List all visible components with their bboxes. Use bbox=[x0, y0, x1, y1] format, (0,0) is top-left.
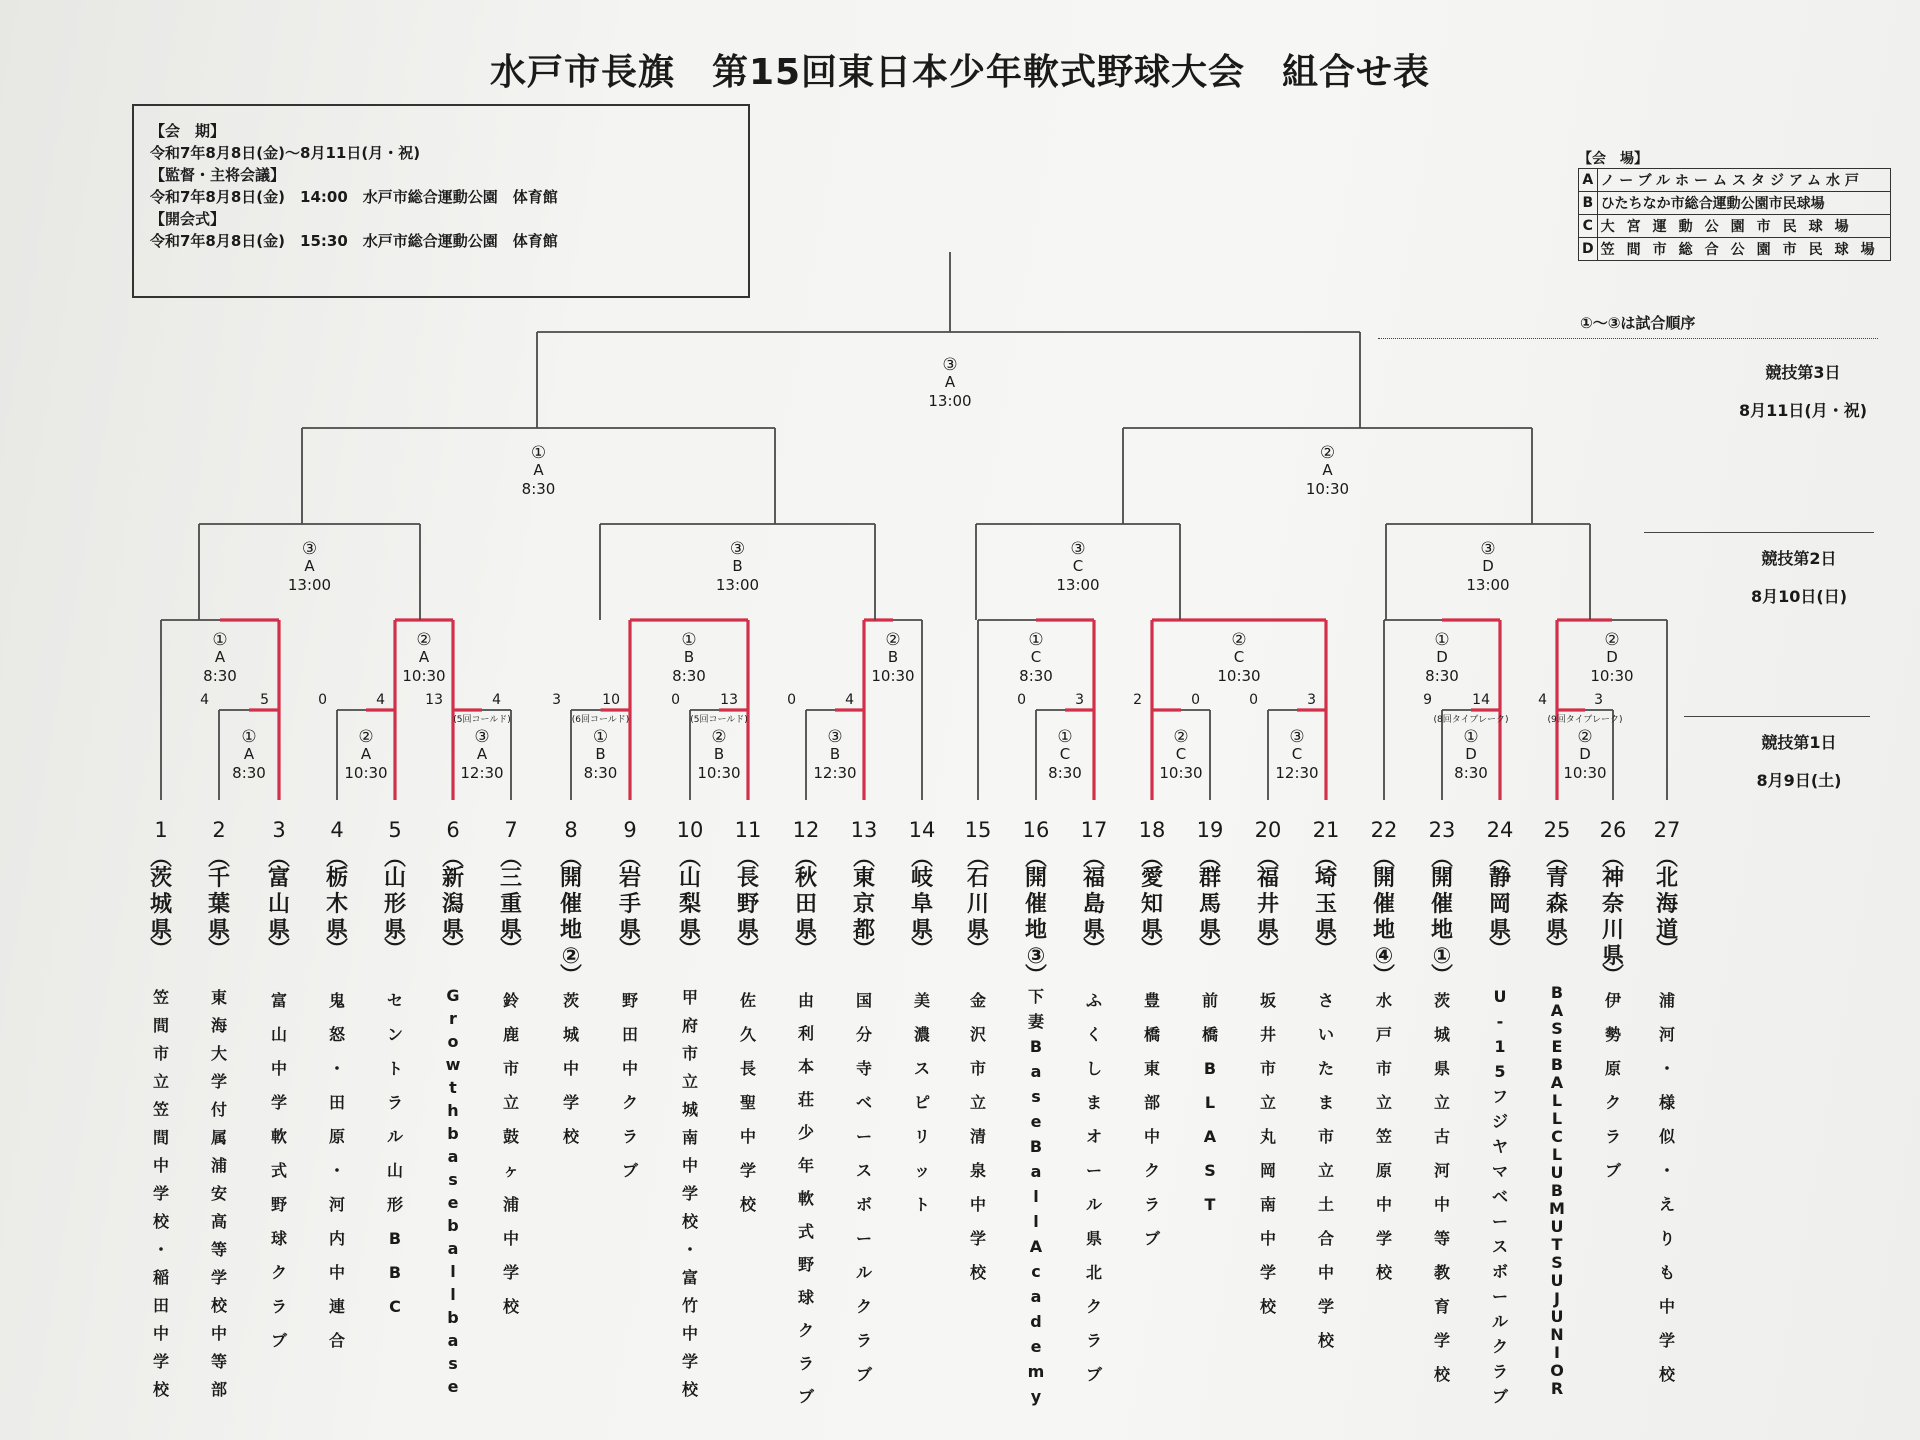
team-prefecture: ︵ 秋 田 県 ︶ bbox=[794, 846, 817, 963]
score-left: 4 bbox=[1538, 692, 1547, 708]
team-prefecture: ︵ 開 催 地 ④ ︶ bbox=[1372, 846, 1395, 989]
info-line: 令和7年8月8日(金) 15:30 水戸市総合運動公園 体育館 bbox=[150, 232, 558, 250]
game-venue: A bbox=[944, 373, 956, 391]
score-right: 0 bbox=[1191, 692, 1200, 708]
team-school: 浦 河 ・ 様 似 ・ え り も 中 学 校 bbox=[1658, 991, 1675, 1384]
team-prefecture: ︵ 岩 手 県 ︶ bbox=[618, 846, 641, 963]
team-prefecture: ︵ 開 催 地 ① ︶ bbox=[1430, 846, 1453, 989]
team-number: 14 bbox=[908, 818, 936, 842]
team-school: ふ く し ま オ ー ル 県 北 ク ラ ブ bbox=[1085, 991, 1102, 1384]
team-prefecture: ︵ 石 川 県 ︶ bbox=[966, 846, 989, 963]
team-prefecture: ︵ 三 重 県 ︶ bbox=[499, 846, 522, 963]
game-order: ① bbox=[1057, 727, 1073, 747]
team-number: 27 bbox=[1653, 818, 1681, 842]
team-school: 国 分 寺 ベ ー ス ボ ー ル ク ラ ブ bbox=[855, 991, 872, 1384]
score-left: 0 bbox=[787, 692, 796, 708]
team-school: 金 沢 市 立 清 泉 中 学 校 bbox=[969, 991, 986, 1282]
game-time: 10:30 bbox=[1563, 764, 1607, 782]
game-order: ③ bbox=[1289, 727, 1305, 747]
venue-name: ノーブルホームスタジアム水戸 bbox=[1597, 169, 1890, 192]
venue-key: D bbox=[1579, 238, 1598, 261]
game-order: ② bbox=[1231, 630, 1247, 650]
game-note: (8回タイブレーク) bbox=[1433, 715, 1509, 725]
game-venue: C bbox=[1291, 745, 1303, 763]
team-prefecture: ︵ 開 催 地 ② ︶ bbox=[559, 846, 582, 989]
score-right: 4 bbox=[845, 692, 854, 708]
game-note: (6回コールド) bbox=[571, 715, 630, 725]
game-venue: C bbox=[1175, 745, 1187, 763]
team-number: 26 bbox=[1599, 818, 1627, 842]
game-time: 10:30 bbox=[871, 667, 915, 685]
score-right: 14 bbox=[1472, 692, 1490, 708]
score-left: 9 bbox=[1423, 692, 1432, 708]
game-venue: B bbox=[595, 745, 606, 763]
game-venue: B bbox=[887, 648, 899, 666]
team-school: G r o w t h b a s e b a l l b a s e bbox=[445, 986, 461, 1396]
game-order: ③ bbox=[1070, 539, 1086, 559]
team-number: 7 bbox=[504, 818, 518, 842]
game-time: 8:30 bbox=[1019, 667, 1053, 685]
game-note: (5回コールド) bbox=[690, 715, 748, 725]
score-right: 3 bbox=[1075, 692, 1084, 708]
team-number: 1 bbox=[154, 818, 168, 842]
venue-name: 大宮運動公園市民球場 bbox=[1597, 215, 1890, 238]
game-order: ② bbox=[358, 727, 374, 747]
game-venue: D bbox=[1579, 745, 1591, 763]
team-prefecture: ︵ 福 島 県 ︶ bbox=[1082, 846, 1105, 963]
game-time: 10:30 bbox=[697, 764, 741, 782]
day-name: 競技第1日 bbox=[1761, 733, 1837, 752]
game-order: ① bbox=[1463, 727, 1479, 747]
game-venue: A bbox=[1322, 461, 1333, 479]
game-order: ② bbox=[1577, 727, 1593, 747]
info-line: 【開会式】 bbox=[150, 210, 226, 228]
team-school: 水 戸 市 立 笠 原 中 学 校 bbox=[1375, 991, 1392, 1282]
team-prefecture: ︵ 長 野 県 ︶ bbox=[736, 846, 759, 963]
team-prefecture: ︵ 栃 木 県 ︶ bbox=[325, 846, 348, 963]
score-right: 5 bbox=[260, 692, 269, 708]
team-school: 美 濃 ス ピ リ ッ ト bbox=[913, 991, 930, 1214]
score-right: 4 bbox=[376, 692, 385, 708]
game-venue: A bbox=[304, 557, 315, 575]
game-venue: B bbox=[683, 648, 695, 666]
team-prefecture: ︵ 茨 城 県 ︶ bbox=[149, 846, 172, 963]
team-prefecture: ︵ 神 奈 川 県 ︶ bbox=[1601, 846, 1624, 989]
game-time: 8:30 bbox=[1425, 667, 1459, 685]
game-order: ③ bbox=[729, 539, 746, 559]
team-prefecture: ︵ 群 馬 県 ︶ bbox=[1198, 846, 1221, 963]
game-time: 10:30 bbox=[1305, 480, 1350, 498]
team-school: 茨 城 中 学 校 bbox=[562, 991, 579, 1146]
team-number: 16 bbox=[1022, 818, 1050, 842]
day-date: 8月11日(月・祝) bbox=[1738, 401, 1868, 420]
game-order: ① bbox=[681, 630, 697, 650]
game-venue: C bbox=[1072, 557, 1084, 575]
score-left: 13 bbox=[425, 692, 443, 708]
game-order: ① bbox=[530, 443, 547, 463]
team-school: 東 海 大 学 付 属 浦 安 高 等 学 校 中 等 部 bbox=[210, 988, 227, 1399]
team-number: 8 bbox=[564, 818, 578, 842]
team-number: 13 bbox=[850, 818, 878, 842]
team-number: 2 bbox=[212, 818, 226, 842]
team-number: 19 bbox=[1196, 818, 1224, 842]
game-time: 8:30 bbox=[583, 764, 618, 782]
game-time: 8:30 bbox=[521, 480, 556, 498]
team-number: 21 bbox=[1312, 818, 1340, 842]
game-order: ① bbox=[241, 727, 257, 747]
team-prefecture: ︵ 開 催 地 ③ ︶ bbox=[1024, 846, 1047, 989]
day-name: 競技第2日 bbox=[1761, 549, 1837, 568]
team-number: 20 bbox=[1254, 818, 1282, 842]
game-venue: D bbox=[1482, 557, 1494, 575]
team-prefecture: ︵ 福 井 県 ︶ bbox=[1256, 846, 1279, 963]
score-left: 3 bbox=[552, 692, 561, 708]
score-left: 0 bbox=[318, 692, 327, 708]
team-school: 佐 久 長 聖 中 学 校 bbox=[739, 991, 756, 1214]
page-title: 水戸市長旗 第15回東日本少年軟式野球大会 組合せ表 bbox=[489, 52, 1431, 93]
venue-key: B bbox=[1579, 192, 1598, 215]
game-order: ② bbox=[1173, 727, 1189, 747]
game-time: 12:30 bbox=[1275, 764, 1319, 782]
game-time: 13:00 bbox=[1056, 576, 1100, 594]
game-order: ① bbox=[1434, 630, 1450, 650]
day-date: 8月10日(日) bbox=[1750, 587, 1848, 606]
game-time: 8:30 bbox=[1454, 764, 1488, 782]
team-school: U - 1 5 フ ジ ヤ マ ベ ー ス ボ ー ル ク ラ ブ bbox=[1491, 987, 1508, 1406]
team-number: 17 bbox=[1080, 818, 1108, 842]
game-time: 12:30 bbox=[813, 764, 857, 782]
game-venue: A bbox=[360, 745, 372, 763]
team-school: 甲 府 市 立 城 南 中 学 校 ・ 富 竹 中 学 校 bbox=[681, 988, 698, 1399]
game-time: 8:30 bbox=[1048, 764, 1082, 782]
team-number: 25 bbox=[1543, 818, 1571, 842]
team-prefecture: ︵ 北 海 道 ︶ bbox=[1655, 846, 1678, 963]
team-school: さ い た ま 市 立 土 合 中 学 校 bbox=[1317, 991, 1334, 1350]
team-number: 4 bbox=[330, 818, 344, 842]
team-prefecture: ︵ 愛 知 県 ︶ bbox=[1140, 846, 1163, 963]
team-prefecture: ︵ 青 森 県 ︶ bbox=[1545, 846, 1568, 963]
team-number: 15 bbox=[964, 818, 992, 842]
game-venue: B bbox=[713, 745, 725, 763]
game-time: 13:00 bbox=[928, 392, 972, 410]
game-venue: C bbox=[1233, 648, 1245, 666]
team-prefecture: ︵ 富 山 県 ︶ bbox=[267, 846, 290, 963]
game-venue: C bbox=[1030, 648, 1042, 666]
venue-name: ひたちなか市総合運動公園市民球場 bbox=[1597, 192, 1890, 215]
team-school: 前 橋 B L A S T bbox=[1201, 991, 1218, 1214]
team-prefecture: ︵ 山 形 県 ︶ bbox=[383, 846, 406, 963]
team-school: 野 田 中 ク ラ ブ bbox=[621, 991, 638, 1180]
score-left: 0 bbox=[1249, 692, 1258, 708]
game-time: 10:30 bbox=[1217, 667, 1261, 685]
game-time: 10:30 bbox=[402, 667, 446, 685]
game-time: 8:30 bbox=[232, 764, 266, 782]
game-time: 8:30 bbox=[203, 667, 237, 685]
team-prefecture: ︵ 静 岡 県 ︶ bbox=[1488, 846, 1511, 963]
game-venue: A bbox=[476, 745, 488, 763]
team-school: 鈴 鹿 市 立 鼓 ヶ 浦 中 学 校 bbox=[502, 991, 519, 1316]
game-time: 8:30 bbox=[672, 667, 706, 685]
game-venue: A bbox=[243, 745, 255, 763]
team-prefecture: ︵ 山 梨 県 ︶ bbox=[678, 846, 701, 963]
game-order: ② bbox=[885, 630, 901, 650]
game-order: ① bbox=[212, 630, 228, 650]
game-order: ③ bbox=[301, 539, 318, 559]
game-time: 12:30 bbox=[460, 764, 504, 782]
team-school: 笠 間 市 立 笠 間 中 学 校 ・ 稲 田 中 学 校 bbox=[152, 988, 169, 1399]
score-right: 3 bbox=[1307, 692, 1316, 708]
team-prefecture: ︵ 新 潟 県 ︶ bbox=[441, 846, 464, 963]
game-venue: B bbox=[829, 745, 841, 763]
game-order: ② bbox=[1319, 443, 1336, 463]
team-number: 22 bbox=[1370, 818, 1398, 842]
info-line: 【監督・主将会議】 bbox=[150, 166, 286, 184]
game-time: 10:30 bbox=[1159, 764, 1203, 782]
info-line: 令和7年8月8日(金) 14:00 水戸市総合運動公園 体育館 bbox=[150, 188, 558, 206]
game-order: ③ bbox=[827, 727, 843, 747]
game-time: 10:30 bbox=[1590, 667, 1634, 685]
team-number: 9 bbox=[623, 818, 637, 842]
game-time: 13:00 bbox=[1466, 576, 1510, 594]
team-number: 24 bbox=[1486, 818, 1514, 842]
game-note: (9回タイブレーク) bbox=[1547, 715, 1623, 725]
team-school: 下 妻 B a s e B a l l A c a d e m y bbox=[1027, 987, 1045, 1406]
venue-heading: 【会 場】 bbox=[1578, 151, 1648, 167]
score-left: 2 bbox=[1133, 692, 1142, 708]
team-school: 坂 井 市 立 丸 岡 南 中 学 校 bbox=[1259, 991, 1276, 1316]
team-school: 伊 勢 原 ク ラ ブ bbox=[1604, 991, 1621, 1180]
team-prefecture: ︵ 埼 玉 県 ︶ bbox=[1314, 846, 1337, 963]
team-school: 豊 橋 東 部 中 ク ラ ブ bbox=[1143, 991, 1160, 1248]
game-venue: A bbox=[214, 648, 226, 666]
team-number: 10 bbox=[676, 818, 704, 842]
day-date: 8月9日(土) bbox=[1756, 771, 1842, 790]
team-school: 鬼 怒 ・ 田 原 ・ 河 内 中 連 合 bbox=[328, 991, 345, 1350]
venue-key: C bbox=[1579, 215, 1598, 238]
team-prefecture: ︵ 千 葉 県 ︶ bbox=[207, 846, 230, 963]
game-venue: A bbox=[418, 648, 430, 666]
game-venue: A bbox=[533, 461, 544, 479]
score-right: 10 bbox=[602, 692, 620, 708]
team-number: 6 bbox=[446, 818, 460, 842]
score-left: 4 bbox=[200, 692, 209, 708]
venue-name: 笠間市総合公園市民球場 bbox=[1597, 238, 1890, 261]
info-line: 令和7年8月8日(金)〜8月11日(月・祝) bbox=[150, 144, 421, 162]
score-right: 4 bbox=[492, 692, 501, 708]
team-school: 富 山 中 学 軟 式 野 球 ク ラ ブ bbox=[270, 991, 287, 1350]
game-venue: D bbox=[1606, 648, 1618, 666]
team-prefecture: ︵ 東 京 都 ︶ bbox=[852, 846, 875, 963]
game-note: (5回コールド) bbox=[453, 715, 511, 725]
game-order: ② bbox=[416, 630, 432, 650]
game-venue: D bbox=[1465, 745, 1477, 763]
game-venue: B bbox=[732, 557, 743, 575]
game-time: 13:00 bbox=[715, 576, 760, 594]
team-number: 12 bbox=[792, 818, 820, 842]
game-venue: C bbox=[1059, 745, 1071, 763]
team-number: 3 bbox=[272, 818, 286, 842]
game-order: ① bbox=[592, 727, 609, 747]
team-school: B A S E B A L L C L U B M U T S U J U N I O R bbox=[1549, 983, 1565, 1398]
game-order: ③ bbox=[942, 355, 958, 375]
game-order: ② bbox=[1604, 630, 1620, 650]
team-number: 23 bbox=[1428, 818, 1456, 842]
game-time: 13:00 bbox=[287, 576, 332, 594]
game-venue: D bbox=[1436, 648, 1448, 666]
team-number: 5 bbox=[388, 818, 402, 842]
info-line: 【会 期】 bbox=[150, 122, 226, 140]
venue-key: A bbox=[1579, 169, 1598, 192]
score-right: 13 bbox=[720, 692, 738, 708]
game-order: ③ bbox=[474, 727, 490, 747]
score-left: 0 bbox=[1017, 692, 1026, 708]
game-order: ① bbox=[1028, 630, 1044, 650]
order-note: ①〜③は試合順序 bbox=[1580, 314, 1696, 332]
team-school: 茨 城 県 立 古 河 中 等 教 育 学 校 bbox=[1433, 991, 1450, 1384]
team-school: セ ン ト ラ ル 山 形 B B C bbox=[386, 991, 403, 1316]
game-order: ② bbox=[711, 727, 727, 747]
game-order: ③ bbox=[1480, 539, 1496, 559]
team-number: 11 bbox=[734, 818, 762, 842]
score-left: 0 bbox=[671, 692, 680, 708]
day-name: 競技第3日 bbox=[1765, 363, 1841, 382]
game-time: 10:30 bbox=[344, 764, 388, 782]
team-prefecture: ︵ 岐 阜 県 ︶ bbox=[910, 846, 933, 963]
score-right: 3 bbox=[1594, 692, 1603, 708]
team-number: 18 bbox=[1138, 818, 1166, 842]
team-school: 由 利 本 荘 少 年 軟 式 野 球 ク ラ ブ bbox=[797, 991, 814, 1406]
